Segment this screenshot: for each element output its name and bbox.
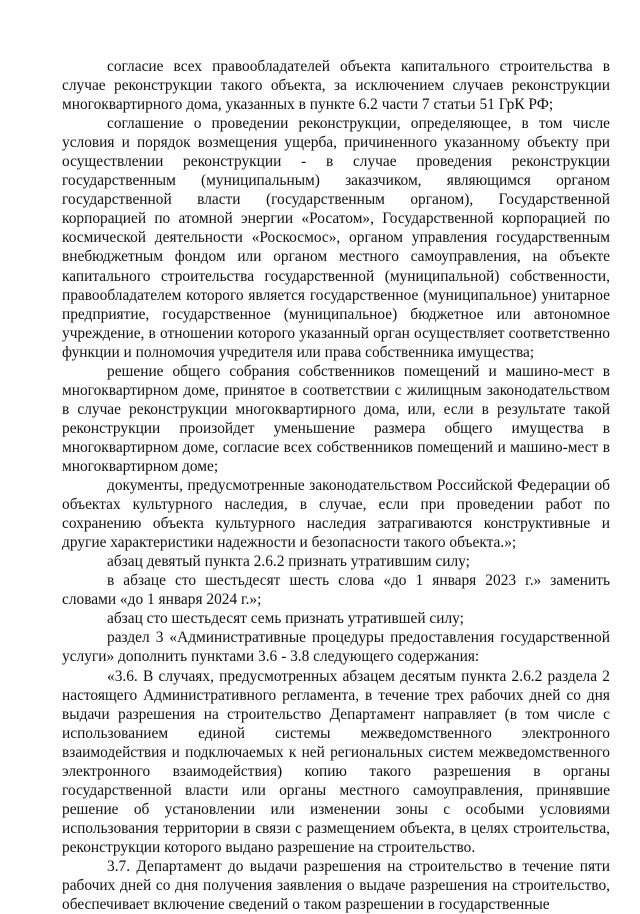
paragraph-clause-3-6: «3.6. В случаях, предусмотренных абзацем десятым пункта 2.6.2 раздела 2 настоящего Административного регламента, в течение трех рабочих дней со дня выдачи разрешения на строительство Департамент направляет (в том числе с использованием единой системы межведомственного электронного взаимодействия и подключаемых к ней региональных систем межведомственного электронного взаимодействия) копию такого разрешения в органы государственной власти или органы местного самоуправления, принявшие решение об установлении или изменении зоны с особыми условиями использования территории в связи с размещением объекта, в целях строительства, реконструкции которого выдано разрешение на строительство.: [62, 667, 610, 856]
paragraph-reconstruction-agreement: соглашение о проведении реконструкции, определяющее, в том числе условия и порядок возмещения ущерба, причиненного указанному объекту при осуществлении реконструкции - в случае проведения реконструкции государственным (муниципальным) заказчиком, являющимся органом государственной власти (государственным органом), Государственной корпорацией по атомной энергии «Росатом», Государственной корпорацией по космической деятельности «Роскосмос», органом управления государственным внебюджетным фондом или органом местного самоуправления, на объекте капитального строительства государственной (муниципальной) собственности, правообладателем которого является государственное (муниципальное) унитарное предприятие, государственное (муниципальное) бюджетное или автономное учреждение, в отношении которого указанный орган осуществляет соответственно функции и полномочия учредителя или права собственника имущества;: [62, 115, 610, 361]
document-page: [62, 57, 610, 914]
paragraph-owners-consent: согласие всех правообладателей объекта капитального строительства в случае реконструкции такого объекта, за исключением случаев реконструкции многоквартирного дома, указанных в пункте 6.2 части 7 статьи 51 ГрК РФ;: [62, 58, 610, 114]
paragraph-general-meeting-decision: решение общего собрания собственников помещений и машино-мест в многоквартирном доме, принятое в соответствии с жилищным законодательством в случае реконструкции многоквартирного дома, или, если в результате такой реконструкции произойдет уменьшение размера общего имущества в многоквартирном доме, согласие всех собственников помещений и машино-мест в многоквартирном доме;: [62, 362, 610, 475]
paragraph-section-3-addition: раздел 3 «Административные процедуры предоставления государственной услуги» дополнить пунктами 3.6 - 3.8 следующего содержания:: [62, 629, 610, 666]
paragraph-amendment-date: в абзаце сто шестьдесят шесть слова «до 1 января 2023 г.» заменить словами «до 1 января 2024 г.»;: [62, 572, 610, 609]
paragraph-clause-3-7: 3.7. Департамент до выдачи разрешения на строительство в течение пяти рабочих дней со дня получения заявления о выдаче разрешения на строительство, обеспечивает включение сведений о таком разрешении в государственные: [62, 857, 610, 914]
paragraph-amendment-ninth: абзац девятый пункта 2.6.2 признать утратившим силу;: [107, 553, 470, 571]
paragraph-amendment-167: абзац сто шестьдесят семь признать утратившей силу;: [107, 610, 464, 628]
paragraph-cultural-heritage-documents: документы, предусмотренные законодательством Российской Федерации об объектах культурного наследия, в случае, если при проведении работ по сохранению объекта культурного наследия затрагиваются конструктивные и другие характеристики надежности и безопасности такого объекта.»;: [62, 477, 610, 552]
